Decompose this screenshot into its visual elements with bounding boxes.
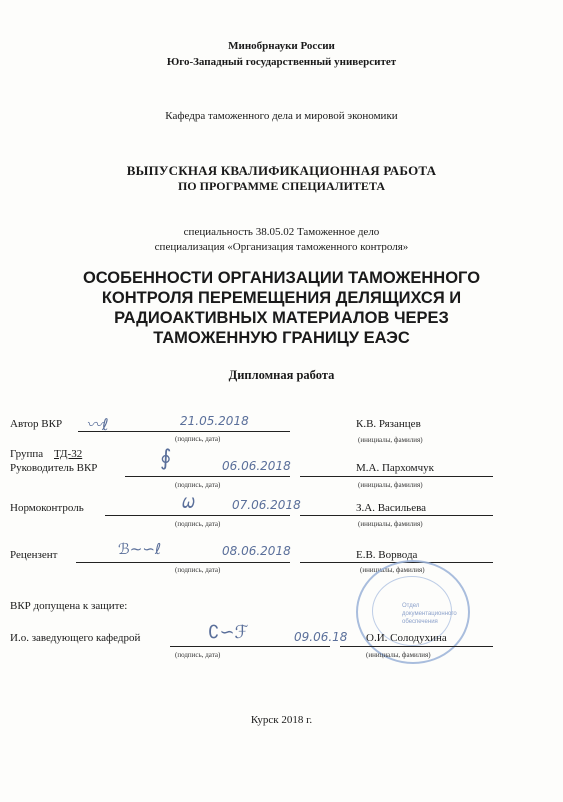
normcontrol-label: Нормоконтроль [10,502,84,514]
supervisor-sign-date-caption: (подпись, дата) [175,481,221,489]
reviewer-signature-scribble: ℬ∼∽ℓ [118,540,162,558]
work-type-line2: ПО ПРОГРАММЕ СПЕЦИАЛИТЕТА [177,179,386,193]
author-label: Автор ВКР [10,418,63,430]
reviewer-name-caption: (инициалы, фамилия) [360,566,425,574]
thesis-title [0,268,563,348]
university-name: Юго-Западный государственный университет [166,56,397,68]
specialty: специальность 38.05.02 Таможенное дело [183,226,380,238]
head-name-caption: (инициалы, фамилия) [366,651,431,659]
thesis-title-line: РАДИОАКТИВНЫХ МАТЕРИАЛОВ ЧЕРЕЗ [114,309,449,327]
admission-text: ВКР допущена к защите: [10,600,128,612]
author-signature-line [78,431,290,432]
head-sign-date-caption: (подпись, дата) [175,651,221,659]
supervisor-signature-scribble: ∮ [160,446,172,471]
author-name: К.В. Рязанцев [356,418,421,430]
thesis-title-line: ОСОБЕННОСТИ ОРГАНИЗАЦИИ ТАМОЖЕННОГО [82,269,481,287]
supervisor-signature-line [125,476,290,477]
ministry-name: Минобрнауки России [228,40,335,52]
author-name-caption: (инициалы, фамилия) [358,436,423,444]
reviewer-signature-date: 08.06.2018 [222,544,291,558]
work-subtitle: Дипломная работа [228,368,335,382]
group-label: Группа [10,448,44,460]
normcontrol-signature-scribble: Ѡ [182,496,196,512]
head-name: О.И. Солодухина [366,632,447,644]
head-name-line [340,646,493,647]
thesis-title-line: ТАМОЖЕННУЮ ГРАНИЦУ ЕАЭС [153,329,410,347]
city-year: Курск 2018 г. [250,714,313,726]
author-signature-scribble: 〰ℓ [86,415,109,434]
normcontrol-name-line [300,515,493,516]
supervisor-name-caption: (инициалы, фамилия) [358,481,423,489]
supervisor-signature-date: 06.06.2018 [222,459,291,473]
supervisor-name-line [300,476,493,477]
supervisor-label: Руководитель ВКР [10,462,98,474]
reviewer-signature-line [76,562,290,563]
reviewer-label: Рецензент [10,549,58,561]
head-signature-scribble: ∁∽ℱ [208,622,249,643]
normcontrol-signature-date: 07.06.2018 [232,498,301,512]
normcontrol-sign-date-caption: (подпись, дата) [175,520,221,528]
reviewer-name: Е.В. Ворвода [356,549,418,561]
author-sign-date-caption: (подпись, дата) [175,435,221,443]
head-label: И.о. заведующего кафедрой [10,632,141,644]
department-name: Кафедра таможенного дела и мировой экономики [165,110,398,122]
head-signature-line [170,646,330,647]
normcontrol-name-caption: (инициалы, фамилия) [358,520,423,528]
reviewer-sign-date-caption: (подпись, дата) [175,566,221,574]
group-value: ТД-32 [54,448,83,460]
department-stamp [356,560,470,664]
author-signature-date: 21.05.2018 [180,414,249,428]
thesis-title-line: КОНТРОЛЯ ПЕРЕМЕЩЕНИЯ ДЕЛЯЩИХСЯ И [101,289,462,307]
normcontrol-signature-line [105,515,290,516]
normcontrol-name: З.А. Васильева [356,502,427,514]
head-signature-date: 09.06.18 [294,630,348,644]
specialization: специализация «Организация таможенного контроля» [154,241,409,253]
stamp-text: Отдел документационного обеспечения [402,603,457,625]
work-type-line1: ВЫПУСКНАЯ КВАЛИФИКАЦИОННАЯ РАБОТА [126,163,437,178]
supervisor-name: М.А. Пархомчук [356,462,435,474]
